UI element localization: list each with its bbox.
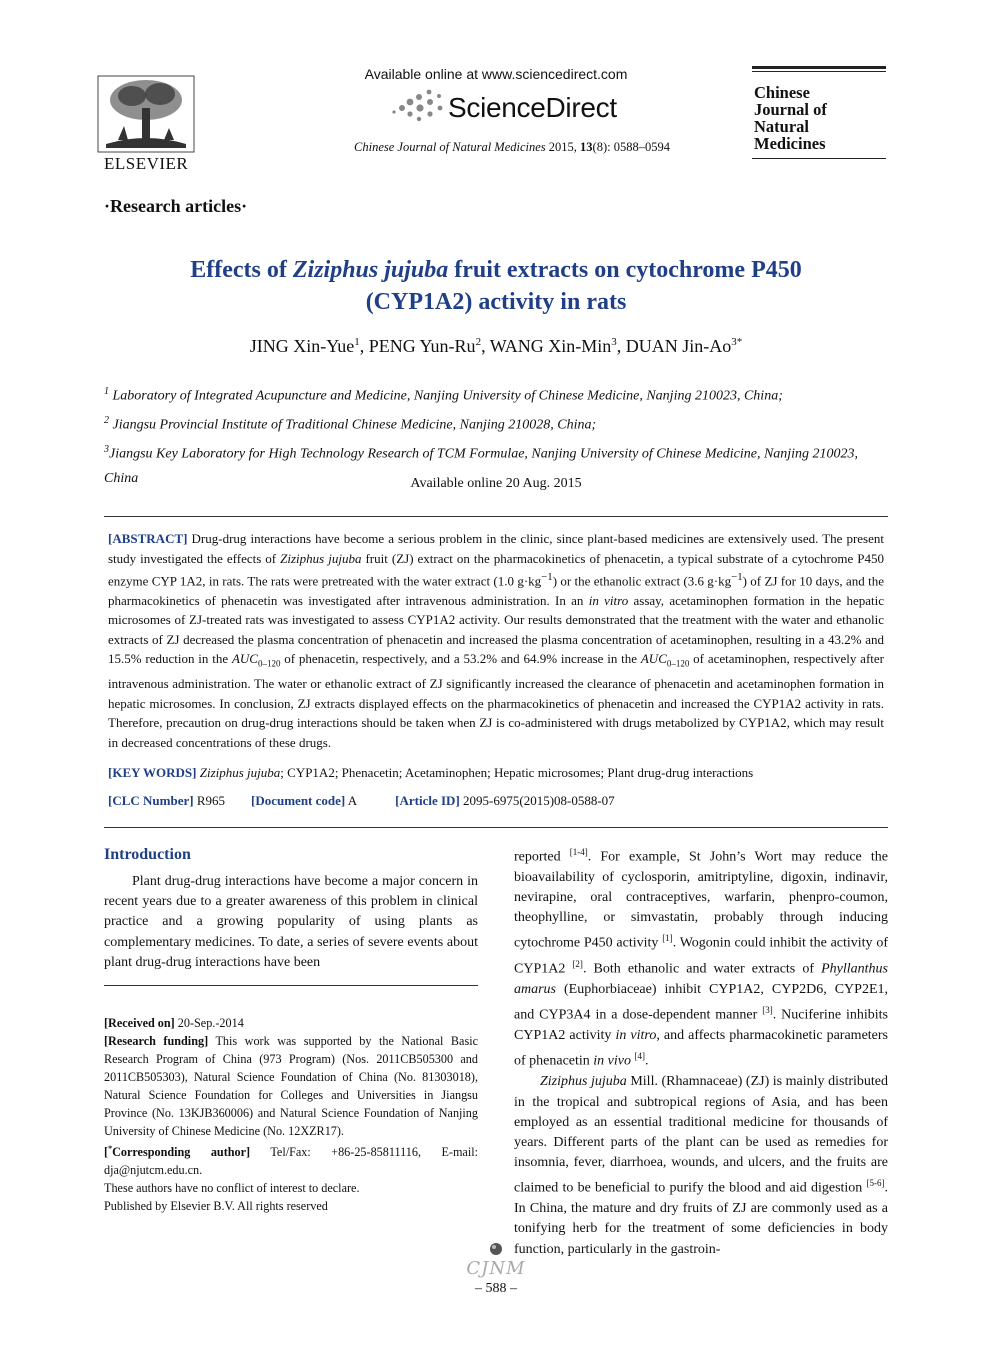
abstract-italic: in vitro [588,592,629,608]
text-run: . Both ethanolic and water extracts of [582,961,822,977]
classification-line [108,793,615,809]
footnote-received [104,1014,478,1032]
affiliation-number: 3 [104,444,109,456]
abstract-segment: Drug-drug interactions have become a serious problem in the clinic, since plant-based medicines are extensively used. The present study investigated the effects of [108,531,884,566]
journal-name [752,84,886,152]
citation-ref[interactable]: [1] [662,933,673,944]
citation-ref[interactable]: [3] [762,1005,773,1016]
text-run: . For example, St John’s Wort may reduce the bioavailability of cyclosporin, amitriptyline, digoxin, indinavir, nevirapine, oral contraceptives, warfarin, phenpro-coumon, theophylline, or simvastatin, probably through inducing cytochrome P450 activity [514,849,888,952]
footer-logo-text: CJNM [466,1258,526,1279]
document-code-label: [Document code] [251,793,346,808]
citation-volume: 13 [580,140,593,154]
abstract-italic: Ziziphus jujuba [280,550,362,566]
species-name: Phyllanthus amarus [514,961,888,998]
abstract-segment: of acetaminophen, respectively after intravenous administration. The water or ethanolic extract of ZJ significantly increased the clearance of phenacetin and acetaminophen formation in hepatic microsomes. In conclusion, ZJ extracts displayed effects on the pharmacokinetics of phenacetin and increased the CYP1A2 activity in rats. Therefore, precaution on drug-drug interactions should be taken when ZJ is co-administered with drugs metabolized by CYP1A2, which may result in decreased concentrations of these drugs. [108,651,884,750]
author-name: JING Xin-Yue [249,336,355,356]
keywords-list: ; CYP1A2; Phenacetin; Acetaminophen; Hepatic microsomes; Plant drug-drug interactions [280,765,754,780]
author-name: DUAN Jin-Ao [625,336,732,356]
auc-symbol: AUC [231,651,258,667]
auc-subscript: 0–120 [257,658,281,669]
citation-journal: Chinese Journal of Natural Medicines [354,140,546,154]
left-column [104,846,478,973]
citation-year: 2015, [548,140,577,154]
citation-ref[interactable]: [5-6] [866,1178,885,1189]
text-run: . [645,1054,649,1070]
footnote-label-star: * [108,1144,113,1153]
footnote-value: Tel/Fax: +86-25-85811116, E-mail: dja@njutcm.edu.cn. [104,1145,478,1178]
clc-label: [CLC Number] [108,793,194,808]
article-id-value: 2095-6975(2015)08-0588-07 [463,793,615,808]
author-list: JING Xin-Yue$^1$, PENG Yun-Ru$^2$, WANG Xin-Min$^3$, DUAN Jin-$Ao^{3*}$ [249,336,743,356]
keywords [108,765,884,781]
sciencedirect-wordmark: ScienceDirect [448,92,617,123]
text-run: , and affects pharmacokinetic parameters of phenacetin [514,1028,889,1070]
affiliation-text: Jiangsu Key Laboratory for High Technology Research of TCM Formulae, Nanjing University of Chinese Medicine, Nanjing 210023, China [104,446,859,487]
available-online-link[interactable]: Available online at www.sciencedirect.com [364,66,628,82]
title-text: fruit extracts on cytochrome P450 [448,257,802,283]
journal-name-line: Journal of [754,100,827,119]
abstract-sup: −1 [541,571,553,583]
author-affil-mark: 3 [611,336,617,348]
journal-name-line: Chinese [754,83,810,102]
citation-ref[interactable]: [4] [634,1051,646,1062]
footnote-label-part: [ [104,1145,109,1160]
page-number: – 588 – [475,1281,517,1296]
abstract-segment: ) of ZJ for 10 days, and the pharmacokinetics of phenacetin was investigated after intravenous administration. In an [108,573,884,608]
italic-term: in vivo [593,1054,632,1070]
text-run: . Wogonin could inhibit the activity of CYP1A2 [514,936,888,977]
footnote-label-part: Corresponding author] [112,1145,251,1160]
abstract-segment: of phenacetin, respectively, and a 53.2% and 64.9% increase in the [280,651,641,667]
abstract-text [108,529,884,752]
journal-name-line: Natural [754,117,809,136]
clc-value: R965 [196,793,225,808]
keyword-italic: Ziziphus jujuba [199,765,281,780]
keywords-label: [KEY WORDS] [108,765,197,780]
rule [752,71,886,72]
footnotes [104,1014,478,1215]
journal-name-box [752,66,886,159]
introduction-heading: Introduction [104,846,191,863]
species-name: Ziziphus jujuba [540,1074,627,1090]
text-run: . In China, the mature and dry fruits of ZJ are commonly used as a tonifying herb for the treatment of some deficiencies in body function, particularly in the gastroin- [514,1180,888,1257]
rule [752,66,886,69]
affiliation-number: 1 [104,386,109,397]
author-name: WANG Xin-Min [489,336,612,356]
footnote-funding [104,1032,478,1140]
footnote-label: [Research funding] [104,1034,209,1048]
affiliation-text: Laboratory of Integrated Acupuncture and Medicine, Nanjing University of Chinese Medicine, Nanjing 210023, China; [112,388,783,404]
footnote-published: Published by Elsevier B.V. All rights reserved [104,1199,328,1214]
abstract-box [104,516,888,828]
section-tag: ·Research articles· [104,196,248,216]
text-run: . Nuciferine inhibits CYP1A2 activity [514,1008,888,1044]
affiliation-text: Jiangsu Provincial Institute of Traditional Chinese Medicine, Nanjing 210028, China; [112,417,597,433]
abstract-segment: ) or the ethanolic extract (3.6 g·kg [552,573,732,589]
title-line-2: (CYP1A2) activity in rats [365,289,627,315]
body-paragraph [514,842,888,1072]
document-code-value: A [347,793,358,808]
title-species: Ziziphus jujuba [292,257,449,283]
auc-symbol: AUC [640,651,667,667]
author-affil-mark: 3* [731,336,743,348]
body-paragraph [514,1072,888,1259]
cjnm-footer-logo [448,1240,544,1280]
right-column [514,842,888,1260]
abstract-sup: −1 [731,571,743,583]
footnote-value: This work was supported by the National Basic Research Program of China (973 Program) (Nos. 2011CB505300 and 2011CB505303), Natural Science Foundation of China (No. 81303018), Natural Science Foundation for Colleges and Universities in Jiangsu Province (No. 13KJB360006) and Natural Science Foundation of Nanjing University of Chinese Medicine (No. 12XZR17). [104,1034,479,1138]
text-run: reported [514,849,570,865]
article-title [60,254,932,318]
citation-pages: (8): 0588–0594 [592,140,670,154]
footnote-value: 20-Sep.-2014 [177,1016,244,1030]
article-id-label: [Article ID] [395,793,460,808]
affiliation-number: 2 [104,415,109,427]
citation-ref[interactable]: [2] [572,959,583,970]
abstract-segment: assay, acetaminophen formation in the hepatic microsomes of ZJ-treated rats was investigated to assess CYP1A2 activity. Our results demonstrated that the treatment with the water and ethanolic extracts of ZJ decreased the plasma concentration of phenacetin and increased the plasma concentration of acetaminophen, resulting in a 43.2% and 15.5% reduction in the [108,592,885,667]
footnote-label [104,1145,250,1159]
footnote-conflict: These authors have no conflict of interest to declare. [104,1181,360,1196]
journal-name-line: Medicines [754,134,826,153]
affiliation [104,409,894,438]
title-text: Effects of [190,257,293,283]
footnote-corresponding [104,1140,478,1179]
text-run: (Euphorbiaceae) inhibit CYP1A2, CYP2D6, CYP2E1, and CYP3A4 in a dose-dependent manner [514,982,888,1024]
auc-subscript: 0–120 [666,658,690,669]
citation-ref[interactable]: [1-4] [569,847,588,857]
introduction-paragraph: Plant drug-drug interactions have become a major concern in recent years due to a greater awareness of this problem in clinical practice and a growing popularity of using plants as complementary medicines. To date, a series of severe events about plant drug-drug interactions have been [104,874,478,970]
affiliation [104,380,894,409]
author-affil-mark: 1 [354,336,360,348]
publisher-name: ELSEVIER [104,154,189,173]
available-date: Available online 20 Aug. 2015 [410,476,582,491]
rule [752,158,886,159]
text-run: Mill. (Rhamnaceae) (ZJ) is mainly distributed in the tropical and subtropical regions of Asia, and has been employed as an essential traditional medicine for thousands of years. Different parts of the plant can be used as remedies for insomnia, fever, diarrhoea, wounds, and ulcers, and the fruits are claimed to be beneficial to purify the blood and aid digestion [514,1074,888,1196]
italic-term: in vitro [615,1028,657,1044]
footnote-divider [104,985,478,986]
abstract-segment: fruit (ZJ) extract on the pharmacokinetics of phenacetin, a typical substrate of a cytochrome P450 enzyme CYP 1A2, in rats. The rats were pretreated with the water extract (1.0 g·kg [108,550,885,589]
abstract-label: [ABSTRACT] [108,531,188,546]
author-affil-mark: 2 [475,336,482,348]
author-name: PENG Yun-Ru [368,336,476,356]
footnote-label: [Received on] [104,1016,175,1030]
